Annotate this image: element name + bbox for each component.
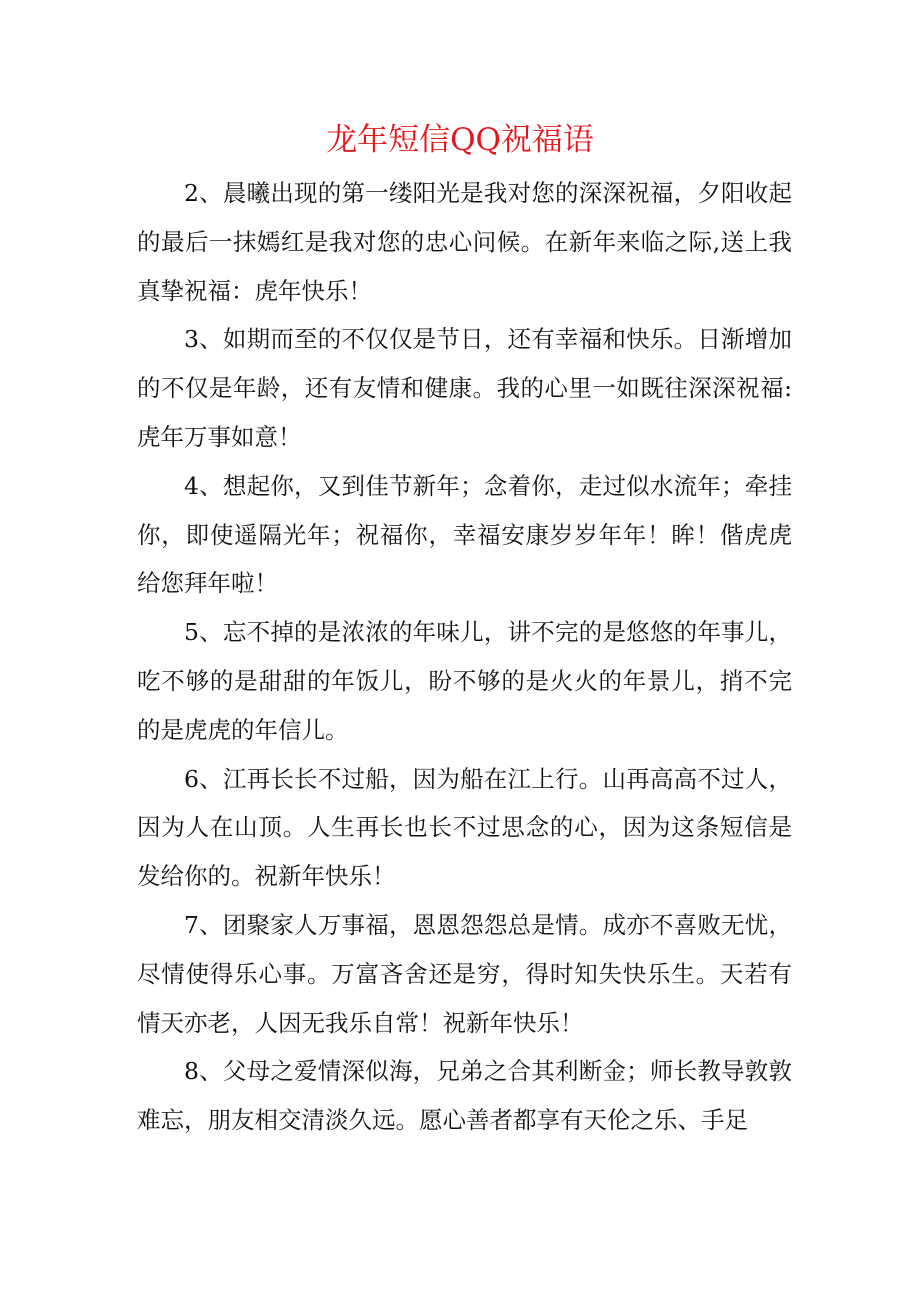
paragraph-3: 3、如期而至的不仅仅是节日，还有幸福和快乐。日渐增加的不仅是年龄，还有友情和健康。我的心里一如既往深深祝福:虎年万事如意！ (137, 325, 792, 451)
paragraph-4: 4、想起你，又到佳节新年；念着你，走过似水流年；牵挂你，即使遥隔光年；祝福你，幸福安康岁岁年年！眸！偕虎虎给您拜年啦！ (137, 471, 792, 598)
paragraph-6: 6、江再长长不过船，因为船在江上行。山再高高不过人，因为人在山顶。人生再长也长不过思念的心，因为这条短信是发给你的。祝新年快乐！ (137, 764, 792, 891)
paragraph-8: 8、父母之爱情深似海，兄弟之合其利断金；师长教导敦敦难忘，朋友相交清淡久远。愿心善者都享有天伦之乐、手足 (137, 1057, 792, 1135)
paragraph-5: 5、忘不掉的是浓浓的年味儿，讲不完的是悠悠的年事儿，吃不够的是甜甜的年饭儿，盼不够的是火火的年景儿，捎不完的是虎虎的年信儿。 (137, 618, 792, 744)
paragraph-2: 2、晨曦出现的第一缕阳光是我对您的深深祝福，夕阳收起的最后一抹嫣红是我对您的忠心问候。在新年来临之际,送上我真挚祝福：虎年快乐！ (137, 179, 792, 305)
document-title: 龙年短信QQ祝福语 (326, 122, 594, 158)
paragraph-7: 7、团聚家人万事福，恩恩怨怨总是情。成亦不喜败无忧，尽情使得乐心事。万富吝舍还是穷，得时知失快乐生。天若有情天亦老，人因无我乐自常！祝新年快乐！ (137, 910, 792, 1037)
document-body (137, 169, 792, 1145)
